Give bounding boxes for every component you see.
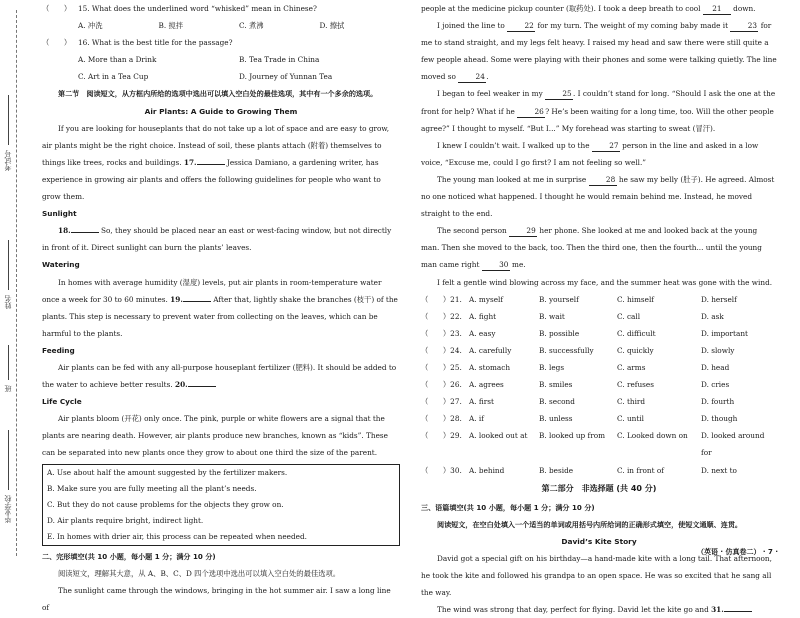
option: D. important bbox=[701, 328, 748, 338]
margin-label-school: 毕业学校 bbox=[4, 495, 12, 523]
option: A. stomach bbox=[469, 362, 511, 372]
blank-25[interactable]: 25 bbox=[545, 89, 573, 100]
option: A. agrees bbox=[469, 380, 504, 390]
mc-row-30 bbox=[421, 462, 777, 479]
question-15 bbox=[42, 0, 400, 17]
mc-row-26 bbox=[421, 376, 777, 393]
option: B. second bbox=[539, 397, 575, 407]
blank-24[interactable]: 24 bbox=[458, 72, 486, 83]
cloze-paragraph-2: I joined the line to 22 for my turn. The weight of my coming baby made it 23 for me to stand straight, and my legs felt heavy. I raised my head and saw there were still quite a few people ahead. Some were playing with their phones and some were talking quietly. The line moved so 24. bbox=[421, 21, 777, 82]
option: B. legs bbox=[539, 362, 565, 372]
right-column bbox=[421, 0, 777, 618]
box-option: A. Use about half the amount suggested by the fertilizer makers. bbox=[47, 467, 288, 477]
passage-title: Air Plants: A Guide to Growing Them bbox=[144, 106, 298, 116]
answer-paren[interactable]: （ ） bbox=[42, 38, 72, 48]
part-2-title: 第二部分 非选择题 (共 40 分) bbox=[541, 483, 657, 493]
option: D. ask bbox=[701, 311, 724, 321]
question-16 bbox=[42, 34, 400, 51]
heading-life-cycle: Life Cycle bbox=[42, 397, 82, 407]
option: D. though bbox=[701, 414, 738, 424]
mc-row-22 bbox=[421, 308, 777, 325]
blank-17[interactable] bbox=[197, 164, 225, 165]
option: B. successfully bbox=[539, 345, 594, 355]
option: A. myself bbox=[469, 294, 504, 304]
question-number[interactable]: （ ）28. bbox=[421, 414, 462, 424]
blank-28[interactable]: 28 bbox=[589, 175, 617, 186]
box-option: E. In homes with drier air, this process can be repeated when needed. bbox=[47, 531, 307, 541]
option: D. Journey of Yunnan Tea bbox=[239, 72, 333, 82]
blank-18[interactable] bbox=[71, 232, 99, 233]
option: D. cries bbox=[701, 380, 730, 390]
cloze-options-list bbox=[421, 291, 777, 479]
option: D. next to bbox=[701, 465, 737, 475]
question-number[interactable]: （ ）29. bbox=[421, 431, 462, 441]
option: A. if bbox=[469, 414, 484, 424]
option: C. quickly bbox=[617, 345, 654, 355]
option: A. looked out at bbox=[469, 431, 528, 441]
page-footer: （英语 · 仿真卷二） · 7 · bbox=[696, 548, 778, 556]
box-option: D. Air plants require bright, indirect light. bbox=[47, 515, 204, 525]
option: B. beside bbox=[539, 465, 574, 475]
option: C. arms bbox=[617, 362, 646, 372]
blank-22[interactable]: 22 bbox=[507, 21, 535, 32]
question-number[interactable]: （ ）23. bbox=[421, 328, 462, 338]
blank-29[interactable]: 29 bbox=[509, 226, 537, 237]
mc-row-29 bbox=[421, 427, 777, 461]
mc-row-24 bbox=[421, 342, 777, 359]
option: C. himself bbox=[617, 294, 655, 304]
box-option: C. But they do not cause problems for the objects they grow on. bbox=[47, 499, 284, 509]
binding-margin bbox=[0, 0, 34, 566]
paragraph-sunlight: 18. So, they should be placed near an east or west-facing window, but not directly in front of it. Direct sunlight can burn the plants’ leaves. bbox=[42, 226, 392, 253]
option: B. Tea Trade in China bbox=[239, 55, 320, 65]
mc-row-21 bbox=[421, 291, 777, 308]
option: B. unless bbox=[539, 414, 573, 424]
option: D. looked around for bbox=[701, 431, 765, 458]
margin-label-name: 姓名 bbox=[4, 295, 12, 309]
option: C. in front of bbox=[617, 465, 664, 475]
option: D. slowly bbox=[701, 345, 735, 355]
kite-paragraph-1: David got a special gift on his birthday—a hand-made kite with a long tail. That afternoon, he took the kite and followed his grandpa to an open space. He was so excited that he sang all the way. bbox=[421, 553, 772, 598]
margin-blank-name bbox=[8, 240, 16, 290]
blank-27[interactable]: 27 bbox=[592, 141, 620, 152]
option: B. smiles bbox=[539, 380, 573, 390]
kite-story-title: David’s Kite Story bbox=[561, 536, 637, 546]
option: D. fourth bbox=[701, 397, 735, 407]
option: C. 煮沸 bbox=[239, 21, 264, 31]
left-column bbox=[42, 0, 400, 616]
option: B. wait bbox=[539, 311, 565, 321]
question-number[interactable]: （ ）27. bbox=[421, 397, 462, 407]
question-number[interactable]: （ ）21. bbox=[421, 294, 462, 304]
option: B. yourself bbox=[539, 294, 579, 304]
kite-paragraph-2: The wind was strong that day, perfect for flying. David let the kite go and 31. bbox=[421, 601, 777, 618]
question-number[interactable]: （ ）22. bbox=[421, 311, 462, 321]
margin-label-class: 班 bbox=[4, 385, 12, 392]
margin-blank-class bbox=[8, 345, 16, 380]
heading-feeding: Feeding bbox=[42, 345, 75, 355]
option: B. looked up from bbox=[539, 431, 606, 441]
option: A. carefully bbox=[469, 345, 512, 355]
cloze-paragraph-4: I knew I couldn’t wait. I walked up to the 27 person in the line and asked in a low voice, “Excuse me, could I go first? I am not feeling so well.” bbox=[421, 140, 759, 167]
binding-line bbox=[16, 10, 17, 556]
paragraph-feeding: Air plants can be fed with any all-purpose houseplant fertilizer (肥料). It should be added to the water to achieve better results. 20. bbox=[42, 362, 397, 390]
margin-blank-school bbox=[8, 430, 16, 490]
option: A. 冲洗 bbox=[78, 21, 103, 31]
option: D. head bbox=[701, 362, 730, 372]
question-number[interactable]: （ ）24. bbox=[421, 345, 462, 355]
option: D. herself bbox=[701, 294, 737, 304]
mc-row-25 bbox=[421, 359, 777, 376]
blank-30[interactable]: 30 bbox=[482, 260, 510, 271]
option: A. first bbox=[469, 397, 494, 407]
option: C. call bbox=[617, 311, 641, 321]
question-text: 15. What does the underlined word “whisked” mean in Chinese? bbox=[78, 4, 317, 13]
option: D. 擦拭 bbox=[319, 21, 345, 31]
option: C. refuses bbox=[617, 380, 654, 390]
mc-row-27 bbox=[421, 393, 777, 410]
option: C. Art in a Tea Cup bbox=[78, 72, 149, 82]
option: A. behind bbox=[469, 465, 505, 475]
section-3-instruction: 阅读短文，在空白处填入一个适当的单词或用括号内所给词的正确形式填空，使短文通顺、连贯。 bbox=[437, 519, 743, 529]
question-number[interactable]: （ ）25. bbox=[421, 362, 462, 372]
mc-row-23 bbox=[421, 325, 777, 342]
cloze-section-heading: 二、完形填空(共 10 小题，每小题 1 分；满分 10 分) bbox=[42, 551, 216, 561]
cloze-paragraph-3: I began to feel weaker in my 25. I couldn’t stand for long. “Should I ask the one at the front for help? What if he 26? He’s been waiting for a long time, too. Will the other people agree?” I thought to myself. “But I...” My forehead was starting to sweat (冒汗). bbox=[421, 89, 776, 133]
cloze-paragraph-5: The young man looked at me in surprise 28 he saw my belly (肚子). He agreed. Almost no one noticed what happened. I thought he would remain behind me. Instead, he moved straight to the end. bbox=[421, 174, 775, 219]
option: C. until bbox=[617, 414, 644, 424]
section-3-heading: 三、语篇填空(共 10 小题，每小题 1 分；满分 10 分) bbox=[421, 502, 595, 512]
option: A. easy bbox=[469, 328, 496, 338]
blank-21[interactable]: 21 bbox=[703, 4, 731, 15]
question-15-options bbox=[42, 17, 400, 34]
cloze-paragraph-6: The second person 29 her phone. She looked at me and looked back at the young man. Then she moved to the back, too. Then the third one, then the fourth... until the young man came right 30 me. bbox=[421, 226, 762, 270]
option: C. third bbox=[617, 397, 646, 407]
question-number[interactable]: （ ）30. bbox=[421, 465, 462, 475]
paragraph-life-cycle: Air plants bloom (开花) only once. The pink, purple or white flowers are a signal that the plants are nearing death. However, air plants produce new branches, known as “kids”. These can be separated into new plants once they grow to about one third the size of the parent. bbox=[42, 414, 388, 458]
paragraph-watering: In homes with average humidity (湿度) levels, put air plants in room-temperature water once a week for 30 to 60 minutes. 19. After that, lightly shake the branches (枝干) of the plants. This step is necessary to prevent water from collecting on the leaves, which can be harmful to the plants. bbox=[42, 277, 398, 338]
blank-19[interactable] bbox=[183, 301, 211, 302]
margin-label-exam-number: 考试号 bbox=[4, 150, 12, 171]
heading-sunlight: Sunlight bbox=[42, 209, 77, 219]
cloze-passage-start: The sunlight came through the windows, bringing in the hot summer air. I saw a long line of bbox=[42, 585, 391, 612]
option: C. difficult bbox=[617, 328, 656, 338]
option: A. fight bbox=[469, 311, 497, 321]
cloze-paragraph-1: people at the medicine pickup counter (取药处). I took a deep breath to cool 21 down. bbox=[421, 4, 756, 13]
heading-watering: Watering bbox=[42, 260, 80, 270]
question-text: 16. What is the best title for the passage? bbox=[78, 38, 233, 48]
blank-23[interactable]: 23 bbox=[730, 21, 758, 32]
question-16-options bbox=[42, 51, 400, 85]
option: C. Looked down on bbox=[617, 431, 688, 441]
question-number[interactable]: （ ）26. bbox=[421, 380, 462, 390]
section-2-instruction: 第二节 阅读短文，从方框内所给的选项中选出可以填入空白处的最佳选项，其中有一个多余的选项。 bbox=[58, 89, 378, 99]
option: B. 搅拌 bbox=[158, 21, 184, 31]
options-box bbox=[42, 464, 400, 546]
blank-31[interactable] bbox=[724, 611, 752, 612]
mc-row-28 bbox=[421, 410, 777, 427]
blank-26[interactable]: 26 bbox=[517, 107, 545, 118]
box-option: B. Make sure you are fully meeting all the plant’s needs. bbox=[47, 483, 257, 493]
answer-paren[interactable]: （ ） bbox=[42, 4, 72, 13]
option: B. possible bbox=[539, 328, 580, 338]
option: A. More than a Drink bbox=[78, 55, 157, 65]
passage-intro: If you are looking for houseplants that do not take up a lot of space and are easy to grow, air plants might be the right choice. Instead of soil, these plants attach (附着) themselves to things like trees, rocks and buildings. 17. Jessica Damiano, a gardening writer, has experience in growing air plants and offers the following guidelines for people who want to grow them. bbox=[42, 123, 390, 202]
cloze-instruction: 阅读短文，理解其大意，从 A、B、C、D 四个选项中选出可以填入空白处的最佳选项。 bbox=[58, 568, 341, 578]
margin-blank-exam-number bbox=[8, 95, 16, 145]
cloze-paragraph-7: I felt a gentle wind blowing across my face, and the summer heat was gone with the wind. bbox=[437, 277, 773, 287]
blank-20[interactable] bbox=[188, 386, 216, 387]
